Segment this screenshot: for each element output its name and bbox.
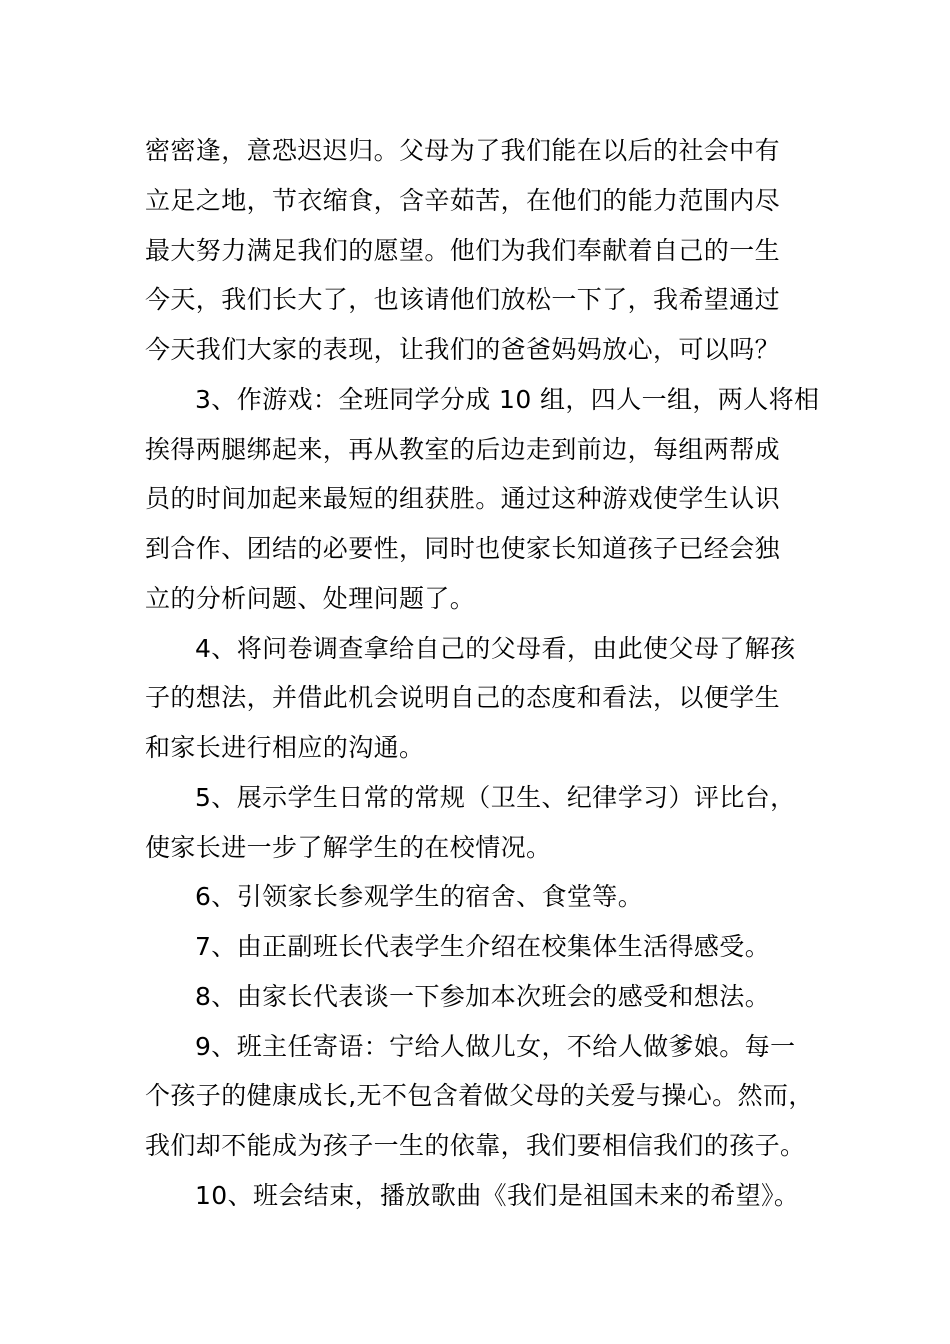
text-line: 最大努力满足我们的愿望。他们为我们奉献着自己的一生 [145, 236, 781, 265]
list-item-4-line: 4、将问卷调查拿给自己的父母看，由此使父母了解孩 [195, 634, 796, 663]
list-item-9-line: 9、班主任寄语：宁给人做儿女，不给人做爹娘。每一 [195, 1032, 796, 1061]
text-line: 密密逢，意恐迟迟归。父母为了我们能在以后的社会中有 [145, 136, 781, 165]
list-item-10-line: 10、班会结束，播放歌曲《我们是祖国未来的希望》。 [195, 1181, 800, 1210]
list-item-3-line: 3、作游戏：全班同学分成 10 组，四人一组，两人将相 [195, 385, 820, 414]
list-item-6-line: 6、引领家长参观学生的宿舍、食堂等。 [195, 882, 644, 911]
text-line: 子的想法，并借此机会说明自己的态度和看法，以便学生 [145, 683, 781, 712]
text-line: 今天，我们长大了，也该请他们放松一下了，我希望通过 [145, 285, 781, 314]
text-line: 挨得两腿绑起来，再从教室的后边走到前边，每组两帮成 [145, 435, 781, 464]
list-item-5-line: 5、展示学生日常的常规（卫生、纪律学习）评比台， [195, 783, 796, 812]
text-line: 到合作、团结的必要性，同时也使家长知道孩子已经会独 [145, 534, 781, 563]
text-line: 今天我们大家的表现，让我们的爸爸妈妈放心，可以吗？ [145, 335, 781, 364]
list-item-8-line: 8、由家长代表谈一下参加本次班会的感受和想法。 [195, 982, 771, 1011]
list-item-7-line: 7、由正副班长代表学生介绍在校集体生活得感受。 [195, 932, 771, 961]
text-line: 我们却不能成为孩子一生的依靠，我们要相信我们的孩子。 [145, 1131, 806, 1160]
text-line: 立足之地，节衣缩食，含辛茹苦，在他们的能力范围内尽 [145, 186, 781, 215]
text-line: 使家长进一步了解学生的在校情况。 [145, 833, 552, 862]
text-line: 个孩子的健康成长,无不包含着做父母的关爱与操心。然而， [145, 1081, 814, 1110]
text-line: 和家长进行相应的沟通。 [145, 733, 425, 762]
text-line: 员的时间加起来最短的组获胜。通过这种游戏使学生认识 [145, 484, 781, 513]
text-line: 立的分析问题、处理问题了。 [145, 584, 476, 613]
